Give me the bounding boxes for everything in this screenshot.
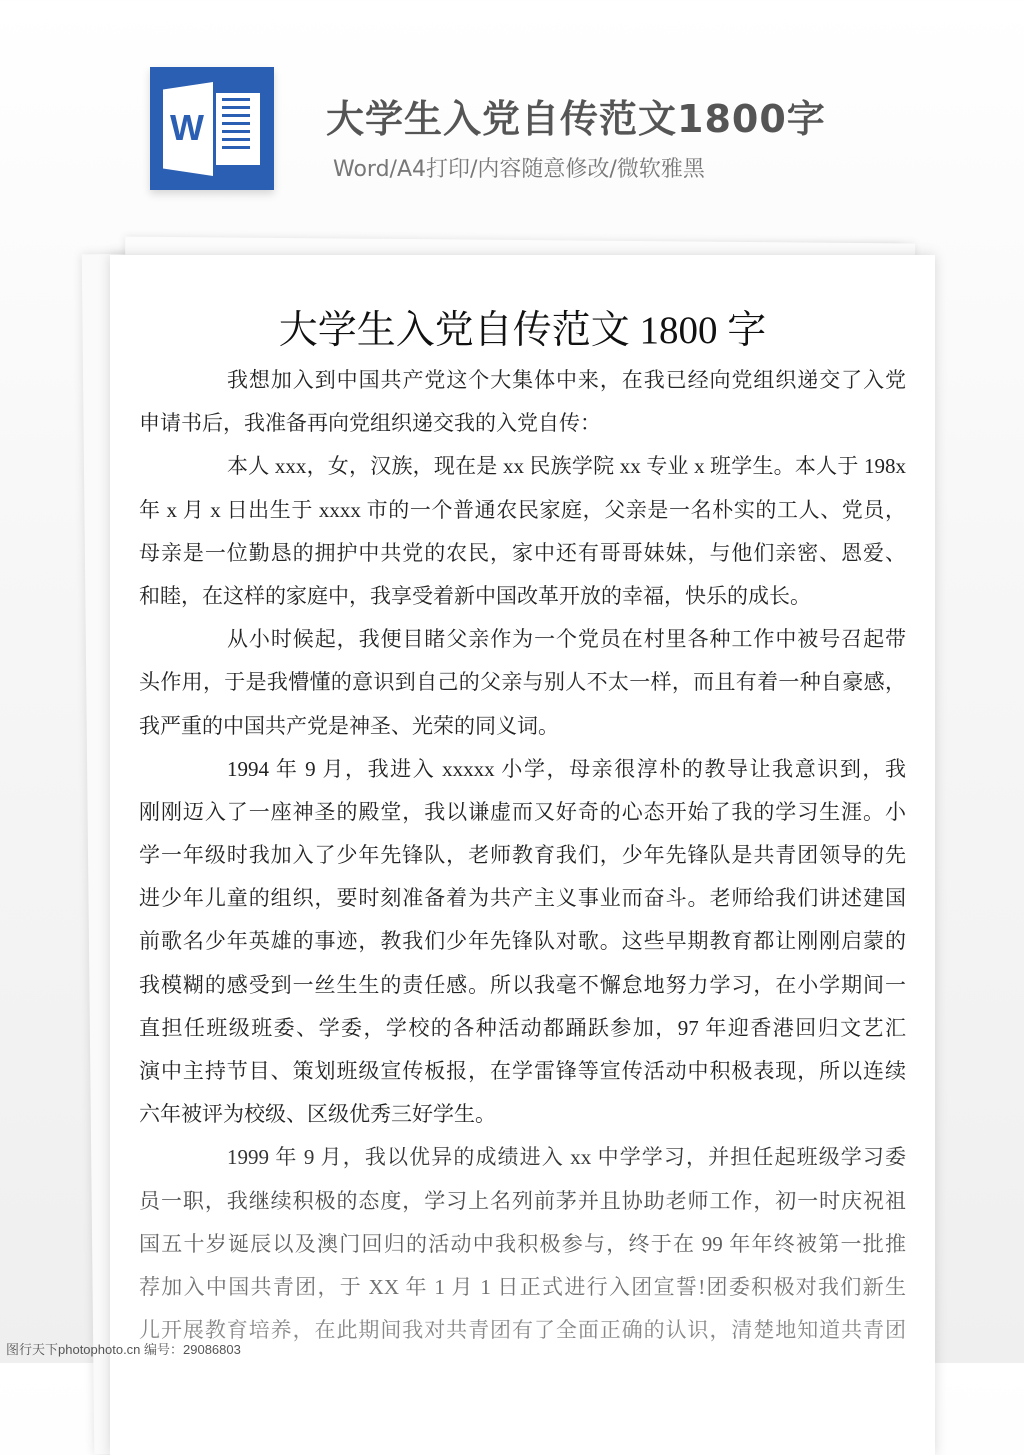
paragraph-line: 母亲是一位勤恳的拥护中共党的农民，家中还有哥哥妹妹，与他们亲密、恩爱、 bbox=[139, 540, 906, 565]
paragraph-line: 荐加入中国共青团，于 XX 年 1 月 1 日正式进行入团宣誓!团委积极对我们新生 bbox=[139, 1274, 906, 1299]
paragraph-line: 直担任班级班委、学委，学校的各种活动都踊跃参加，97 年迎香港回归文艺汇 bbox=[139, 1015, 906, 1040]
document-title: 大学生入党自传范文 1800 字 bbox=[278, 309, 767, 352]
word-logo-icon bbox=[150, 67, 274, 190]
paragraph-line: 进少年儿童的组织，要时刻准备着为共产主义事业而奋斗。老师给我们讲述建国 bbox=[139, 886, 906, 911]
paragraph-line: 前歌名少年英雄的事迹，教我们少年先锋队对歌。这些早期教育都让刚刚启蒙的 bbox=[139, 929, 906, 954]
paragraph-line: 从小时候起，我便目睹父亲作为一个党员在村里各种工作中被号召起带 bbox=[227, 627, 906, 652]
paragraph-line: 本人 xxx，女，汉族，现在是 xx 民族学院 xx 专业 x 班学生。本人于 198x bbox=[227, 454, 906, 479]
paragraph-line: 年 x 月 x 日出生于 xxxx 市的一个普通农民家庭，父亲是一名朴实的工人、党员， bbox=[139, 497, 906, 522]
header-subtitle: Word/A4打印/内容随意修改/微软雅黑 bbox=[333, 157, 705, 182]
paragraph-line: 我想加入到中国共产党这个大集体中来，在我已经向党组织递交了入党 bbox=[227, 368, 906, 392]
paragraph-line: 我模糊的感受到一丝生生的责任感。所以我毫不懈怠地努力学习，在小学期间一 bbox=[139, 972, 906, 997]
paragraph-line: 国五十岁诞辰以及澳门回归的活动中我积极参与，终于在 99 年年终被第一批推 bbox=[139, 1231, 906, 1256]
watermark: 图行天下photophoto.cn 编号：29086803 bbox=[6, 1342, 241, 1357]
header-title: 大学生入党自传范文1800字 bbox=[326, 97, 826, 141]
paragraph-line: 头作用，于是我懵懂的意识到自己的父亲与别人不太一样，而且有着一种自豪感， bbox=[139, 670, 906, 695]
paragraph-line: 演中主持节目、策划班级宣传板报，在学雷锋等宣传活动中积极表现，所以连续 bbox=[139, 1059, 906, 1083]
document-page bbox=[110, 255, 935, 1455]
document-body bbox=[139, 359, 906, 1352]
paragraph-line: 员一职，我继续积极的态度，学习上名列前茅并且协助老师工作，初一时庆祝祖 bbox=[139, 1188, 906, 1213]
paragraph-line: 六年被评为校级、区级优秀三好学生。 bbox=[139, 1102, 496, 1127]
paragraph-line: 我严重的中国共产党是神圣、光荣的同义词。 bbox=[139, 713, 559, 738]
paragraph-line: 申请书后，我准备再向党组织递交我的入党自传： bbox=[139, 411, 601, 436]
logo-letter: W bbox=[170, 107, 204, 148]
paragraph-line: 1994 年 9 月，我进入 xxxxx 小学，母亲很淳朴的教导让我意识到，我 bbox=[227, 756, 906, 781]
paragraph-line: 儿开展教育培养，在此期间我对共青团有了全面正确的认识，清楚地知道共青团 bbox=[139, 1318, 906, 1343]
paragraph-line: 和睦，在这样的家庭中，我享受着新中国改革开放的幸福，快乐的成长。 bbox=[139, 583, 811, 608]
paragraph-line: 刚刚迈入了一座神圣的殿堂，我以谦虚而又好奇的心态开始了我的学习生涯。小 bbox=[139, 799, 906, 824]
logo-lines bbox=[216, 93, 260, 165]
paragraph-line: 1999 年 9 月，我以优异的成绩进入 xx 中学学习，并担任起班级学习委 bbox=[227, 1145, 906, 1170]
paragraph-line: 学一年级时我加入了少年先锋队，老师教育我们，少年先锋队是共青团领导的先 bbox=[139, 843, 906, 868]
